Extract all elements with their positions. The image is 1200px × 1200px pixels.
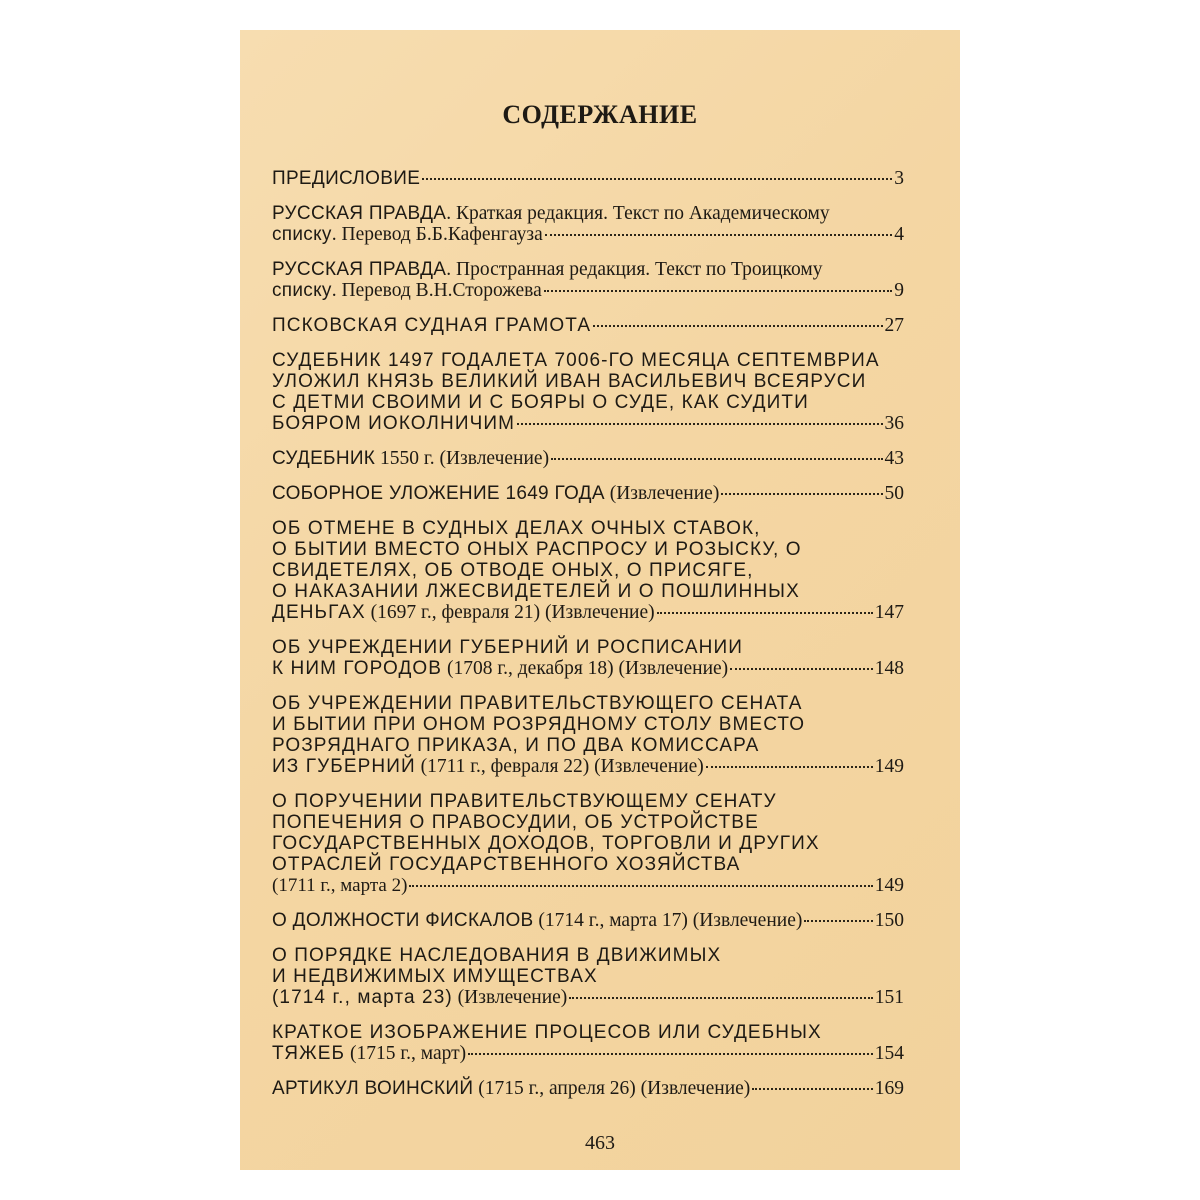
dot-leader — [706, 766, 873, 768]
toc-entry-line: СВИДЕТЕЛЯХ, ОБ ОТВОДЕ ОНЫХ, О ПРИСЯГЕ, — [272, 560, 754, 581]
dot-leader — [422, 178, 892, 180]
toc-entry — [272, 350, 904, 434]
toc-entry-last-line — [272, 602, 904, 623]
toc-entry-line: СОБОРНОЕ УЛОЖЕНИЕ 1649 ГОДА (Извлечение) — [272, 483, 720, 504]
toc-entry-last-line — [272, 315, 904, 336]
toc-entry-line: О ДОЛЖНОСТИ ФИСКАЛОВ (1714 г., марта 17) (Извлечение) — [272, 910, 803, 931]
toc-page-number: 169 — [874, 1078, 904, 1099]
toc-page-number: 147 — [874, 602, 904, 623]
toc-entry-line: списку. Перевод Б.Б.Кафенгауза — [272, 224, 543, 245]
toc-page-number: 9 — [894, 280, 904, 301]
toc-entry-line: ДЕНЬГАХ (1697 г., февраля 21) (Извлечение) — [272, 602, 655, 623]
toc-page-number: 150 — [874, 910, 904, 931]
toc-entry-line: АРТИКУЛ ВОИНСКИЙ (1715 г., апреля 26) (Извлечение) — [272, 1078, 751, 1099]
toc-entry — [272, 203, 904, 245]
toc-entry-last-line — [272, 483, 904, 504]
toc-entry-last-line — [272, 413, 904, 434]
toc-entry-line: РУССКАЯ ПРАВДА. Краткая редакция. Текст по Академическому — [272, 203, 830, 224]
dot-leader — [468, 1053, 873, 1055]
toc-page-number: 149 — [874, 875, 904, 896]
dot-leader — [409, 885, 872, 887]
toc-entry-line: РОЗРЯДНАГО ПРИКАЗА, И ПО ДВА КОМИССАРА — [272, 735, 760, 756]
toc-entry-last-line — [272, 280, 904, 301]
dot-leader — [657, 612, 873, 614]
dot-leader — [569, 997, 872, 999]
toc-page-number: 151 — [874, 987, 904, 1008]
toc-entry-last-line — [272, 1043, 904, 1064]
toc-entry-line: С ДЕТМИ СВОИМИ И С БОЯРЫ О СУДЕ, КАК СУДИТИ — [272, 392, 809, 413]
toc-entry — [272, 168, 904, 189]
toc-entry-line: ПРЕДИСЛОВИЕ — [272, 168, 421, 189]
toc-page-number: 3 — [894, 168, 904, 189]
toc-entry-line: ПОПЕЧЕНИЯ О ПРАВОСУДИИ, ОБ УСТРОЙСТВЕ — [272, 812, 759, 833]
toc-entry — [272, 637, 904, 679]
toc-entry — [272, 910, 904, 931]
dot-leader — [804, 920, 872, 922]
dot-leader — [721, 493, 882, 495]
toc-entry-line: О БЫТИИ ВМЕСТО ОНЫХ РАСПРОСУ И РОЗЫСКУ, О — [272, 539, 802, 560]
book-page — [240, 30, 960, 1170]
toc-entry-last-line — [272, 448, 904, 469]
toc-entry-line: К НИМ ГОРОДОВ (1708 г., декабря 18) (Извлечение) — [272, 658, 729, 679]
toc-page-number: 43 — [884, 448, 904, 469]
toc-entry-last-line — [272, 987, 904, 1008]
toc-entry-line: БОЯРОМ ИОКОЛНИЧИМ — [272, 413, 516, 434]
toc-entry-line: ГОСУДАРСТВЕННЫХ ДОХОДОВ, ТОРГОВЛИ И ДРУГИХ — [272, 833, 820, 854]
toc-entry-line: О ПОРЯДКЕ НАСЛЕДОВАНИЯ В ДВИЖИМЫХ — [272, 945, 722, 966]
toc-entry-line: КРАТКОЕ ИЗОБРАЖЕНИЕ ПРОЦЕСОВ ИЛИ СУДЕБНЫХ — [272, 1022, 822, 1043]
toc-entry-last-line — [272, 168, 904, 189]
toc-entry — [272, 693, 904, 777]
toc-entry-last-line — [272, 224, 904, 245]
toc-entry-last-line — [272, 756, 904, 777]
toc-entry — [272, 1022, 904, 1064]
toc-entry — [272, 518, 904, 623]
dot-leader — [752, 1088, 872, 1090]
toc-page-number: 149 — [874, 756, 904, 777]
dot-leader — [545, 234, 893, 236]
toc-entry-line: ОБ ОТМЕНЕ В СУДНЫХ ДЕЛАХ ОЧНЫХ СТАВОК, — [272, 518, 761, 539]
toc-entry-line: ОТРАСЛЕЙ ГОСУДАРСТВЕННОГО ХОЗЯЙСТВА — [272, 854, 741, 875]
toc-entry — [272, 483, 904, 504]
toc-entry — [272, 448, 904, 469]
toc-entry-last-line — [272, 910, 904, 931]
toc-page-number: 148 — [874, 658, 904, 679]
toc-entry — [272, 259, 904, 301]
dot-leader — [517, 423, 882, 425]
toc-entry-line: ПСКОВСКАЯ СУДНАЯ ГРАМОТА — [272, 315, 592, 336]
toc-entry-last-line — [272, 658, 904, 679]
toc-entry-line: списку. Перевод В.Н.Сторожева — [272, 280, 542, 301]
toc-page-number: 27 — [884, 315, 904, 336]
toc-page-number: 4 — [894, 224, 904, 245]
page-title: СОДЕРЖАНИЕ — [502, 100, 698, 129]
toc-entry-last-line — [272, 1078, 904, 1099]
toc-entry — [272, 1078, 904, 1099]
toc-entry-line: ОБ УЧРЕЖДЕНИИ ГУБЕРНИЙ И РОСПИСАНИИ — [272, 637, 744, 658]
dot-leader — [593, 325, 882, 327]
toc-entry-line: УЛОЖИЛ КНЯЗЬ ВЕЛИКИЙ ИВАН ВАСИЛЬЕВИЧ ВСЕЯРУСИ — [272, 371, 867, 392]
toc-entry-line: (1714 г., марта 23) (Извлечение) — [272, 987, 568, 1008]
toc-page-number: 36 — [884, 413, 904, 434]
dot-leader — [544, 290, 892, 292]
dot-leader — [730, 668, 873, 670]
toc-entry-line: ИЗ ГУБЕРНИЙ (1711 г., февраля 22) (Извлечение) — [272, 756, 704, 777]
toc-entry-line: И НЕДВИЖИМЫХ ИМУЩЕСТВАХ — [272, 966, 598, 987]
toc-entry — [272, 791, 904, 896]
table-of-contents — [272, 168, 904, 1113]
toc-entry-line: И БЫТИИ ПРИ ОНОМ РОЗРЯДНОМУ СТОЛУ ВМЕСТО — [272, 714, 806, 735]
toc-entry-line: О ПОРУЧЕНИИ ПРАВИТЕЛЬСТВУЮЩЕМУ СЕНАТУ — [272, 791, 777, 812]
toc-entry-line: О НАКАЗАНИИ ЛЖЕСВИДЕТЕЛЕЙ И О ПОШЛИННЫХ — [272, 581, 800, 602]
toc-page-number: 154 — [874, 1043, 904, 1064]
toc-entry-line: ОБ УЧРЕЖДЕНИИ ПРАВИТЕЛЬСТВУЮЩЕГО СЕНАТА — [272, 693, 803, 714]
toc-entry — [272, 315, 904, 336]
toc-entry-line: СУДЕБНИК 1497 ГОДАЛЕТА 7006-ГО МЕСЯЦА СЕПТЕМВРИА — [272, 350, 880, 371]
toc-entry-line: ТЯЖЕБ (1715 г., март) — [272, 1043, 467, 1064]
toc-entry-line: (1711 г., марта 2) — [272, 875, 408, 896]
toc-entry-line: СУДЕБНИК 1550 г. (Извлечение) — [272, 448, 550, 469]
toc-entry-line: РУССКАЯ ПРАВДА. Пространная редакция. Текст по Троицкому — [272, 259, 823, 280]
toc-entry — [272, 945, 904, 1008]
toc-page-number: 50 — [884, 483, 904, 504]
page-number: 463 — [585, 1132, 615, 1154]
toc-entry-last-line — [272, 875, 904, 896]
dot-leader — [551, 458, 882, 460]
